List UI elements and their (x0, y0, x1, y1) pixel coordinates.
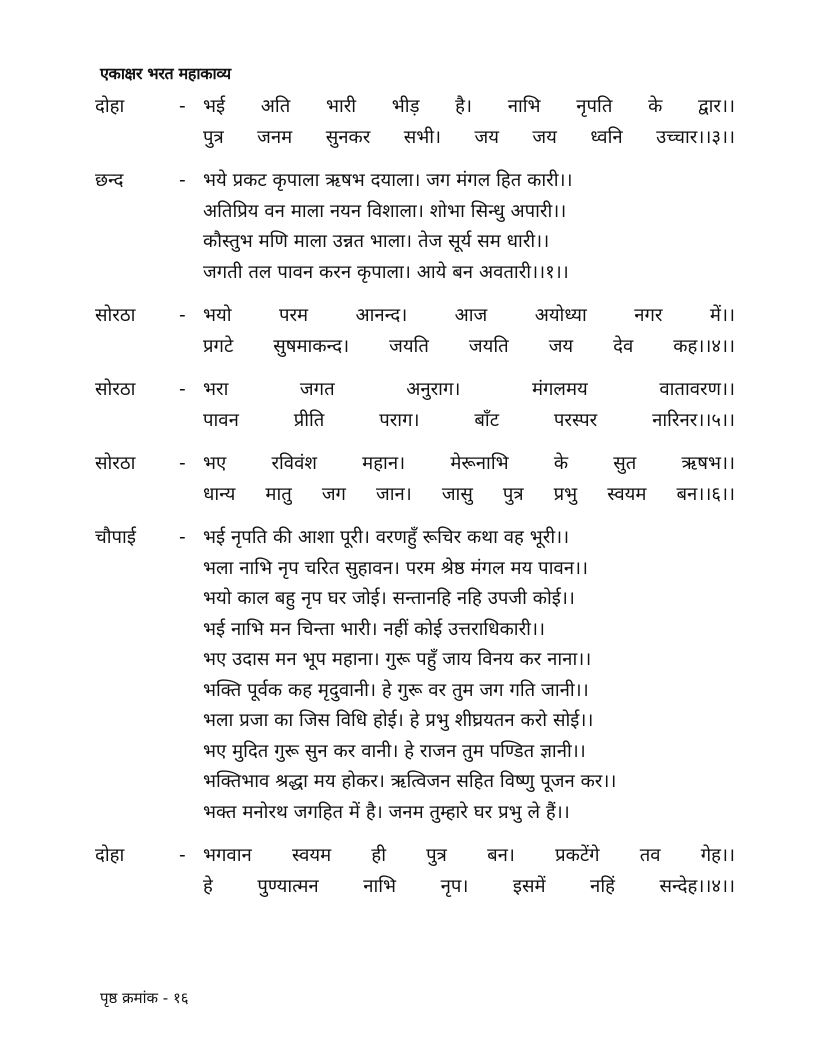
verse-line: भक्त मनोरथ जगहित में है। जनम तुम्हारे घर प्रभु ले हैं।। (203, 801, 570, 823)
book-title: एकाक्षर भरत महाकाव्य (100, 64, 231, 83)
stanza-chaupai (95, 523, 735, 828)
verse-line: भये प्रकट कृपाला ऋषभ दयाला। जग मंगल हित कारी।। (203, 170, 573, 191)
verse-line: अतिप्रिय वन माला नयन विशाला। शोभा सिन्धु अपारी।। (203, 200, 567, 222)
verse-line: जगती तल पावन करन कृपाला। आये बन अवतारी।।१।। (203, 261, 569, 283)
verse-line: भई नृपति की आशा पूरी। वरणहुँ रूचिर कथा वह भूरी।। (203, 527, 570, 548)
verse-line: भला प्रजा का जिस विधि होई। हे प्रभु शीघ्रयतन करो सोई।। (203, 710, 594, 731)
verse-line: भई नाभि मन चिन्ता भारी। नहीं कोई उत्तराधिकारी।। (203, 618, 545, 640)
stanza-sortha-3 (95, 449, 735, 510)
dash-separator: - (179, 453, 186, 474)
verse-line: भए उदास मन भूप महाना। गुरू पहुँ जाय विनय कर नाना।। (203, 649, 592, 670)
verse-line: भला नाभि नृप चरित सुहावन। परम श्रेष्ठ मंगल मय पावन।। (203, 557, 589, 579)
verse-line: भए रविवंश महान। मेरूनाभि के सुत ऋषभ।। (203, 453, 735, 474)
page-number: पृष्ठ क्रमांक - १६ (100, 989, 189, 1007)
stanza-chhand (95, 166, 735, 288)
stanza-label: सोरठा (95, 379, 136, 400)
verse-line: भए मुदित गुरू सुन कर वानी। हे राजन तुम पण्डित ज्ञानी।। (203, 740, 586, 762)
stanza-doha-2 (95, 841, 735, 902)
dash-separator: - (179, 305, 186, 326)
poem-body (95, 92, 735, 915)
stanza-label: सोरठा (95, 305, 136, 326)
verse-line: भई अति भारी भीड़ है। नाभि नृपति के द्वार।। (203, 96, 735, 117)
stanza-label: सोरठा (95, 453, 136, 474)
stanza-sortha-2 (95, 375, 735, 436)
verse-line: भयो काल बहु नृप घर जोई। सन्तानहि नहि उपजी कोई।। (203, 588, 575, 609)
verse-line: पावन प्रीति पराग। बाँट परस्पर नारिनर।।५।। (203, 409, 735, 431)
stanza-label: दोहा (95, 96, 125, 117)
verse-line: भयो परम आनन्द। आज अयोध्या नगर में।। (203, 305, 735, 326)
dash-separator: - (179, 845, 186, 866)
stanza-label: दोहा (95, 845, 125, 866)
verse-line: प्रगटे सुषमाकन्द। जयति जयति जय देव कह।।४।। (203, 335, 735, 357)
dash-separator: - (179, 170, 186, 191)
verse-line: धान्य मातु जग जान। जासु पुत्र प्रभु स्वयम बन।।६।। (203, 483, 735, 505)
stanza-sortha-1 (95, 301, 735, 362)
dash-separator: - (179, 379, 186, 400)
verse-line: भक्तिभाव श्रद्धा मय होकर। ऋत्विजन सहित विष्णु पूजन कर।। (203, 771, 617, 792)
verse-line: पुत्र जनम सुनकर सभी। जय जय ध्वनि उच्चार।।३।। (203, 126, 735, 148)
verse-line: भगवान स्वयम ही पुत्र बन। प्रकटेंगे तव गेह।। (203, 845, 735, 866)
verse-line: भक्ति पूर्वक कह मृदुवानी। हे गुरू वर तुम जग गति जानी।। (203, 679, 589, 701)
stanza-label: चौपाई (95, 527, 136, 548)
verse-line: कौस्तुभ मणि माला उन्नत भाला। तेज सूर्य सम धारी।। (203, 231, 550, 252)
dash-separator: - (179, 96, 186, 117)
stanza-doha-1 (95, 92, 735, 153)
verse-line: भरा जगत अनुराग। मंगलमय वातावरण।। (203, 379, 735, 400)
dash-separator: - (179, 527, 186, 548)
stanza-label: छन्द (95, 170, 124, 191)
verse-line: हे पुण्यात्मन नाभि नृप। इसमें नहिं सन्देह।।४।। (203, 875, 735, 897)
